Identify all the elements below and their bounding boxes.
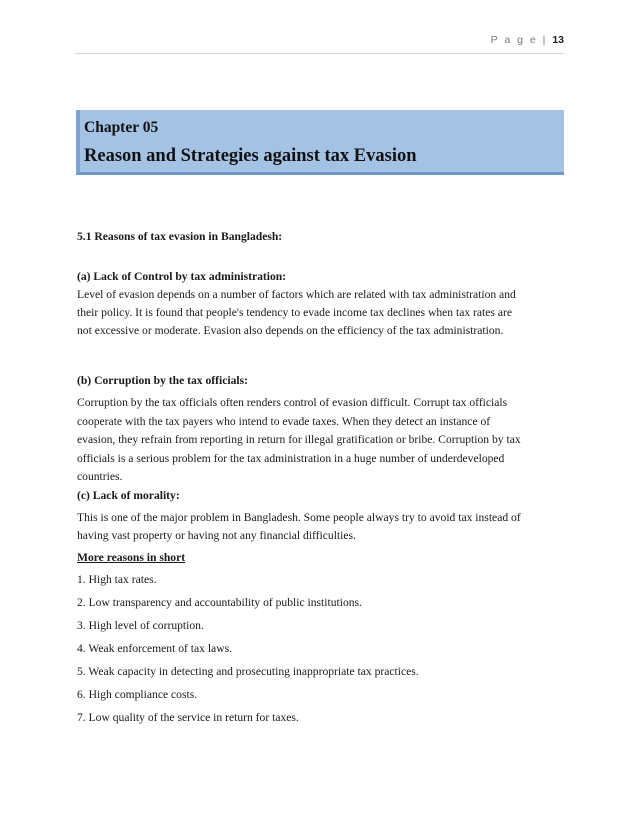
reasons-list xyxy=(77,571,567,732)
chapter-label: Chapter 05 xyxy=(84,119,159,136)
list-item: 2. Low transparency and accountability of public institutions. xyxy=(77,595,362,609)
paragraph-line: evasion, they refrain from reporting in return for illegal gratification or bribe. Corruption by tax xyxy=(77,433,521,446)
list-item: 5. Weak capacity in detecting and prosecuting inappropriate tax practices. xyxy=(77,664,419,678)
paragraph-line: not excessive or moderate. Evasion also depends on the efficiency of the tax administration. xyxy=(77,324,504,337)
subsection-heading-b: (b) Corruption by the tax officials: xyxy=(77,374,248,387)
paragraph-line: countries. xyxy=(77,470,123,483)
document-body xyxy=(77,228,567,732)
section-title: 5.1 Reasons of tax evasion in Bangladesh: xyxy=(77,230,283,243)
paragraph-line: their policy. It is found that people's tendency to evade income tax declines when tax rates are xyxy=(77,306,512,319)
page-label: P a g e | xyxy=(490,34,548,46)
list-item: 3. High level of corruption. xyxy=(77,618,204,632)
paragraph-line: Corruption by the tax officials often renders control of evasion difficult. Corrupt tax officials xyxy=(77,396,508,409)
more-reasons-heading: More reasons in short xyxy=(77,550,186,564)
paragraph-line: This is one of the major problem in Bangladesh. Some people always try to avoid tax instead of xyxy=(77,510,521,524)
list-item: 4. Weak enforcement of tax laws. xyxy=(77,641,232,655)
subsection-heading-a: (a) Lack of Control by tax administration: xyxy=(77,270,287,283)
paragraph-line: having vast property or having not any financial difficulties. xyxy=(77,528,356,542)
list-item: 6. High compliance costs. xyxy=(77,687,198,701)
page-number: 13 xyxy=(552,34,564,46)
header-divider xyxy=(75,53,564,54)
chapter-title: Reason and Strategies against tax Evasion xyxy=(84,146,417,166)
paragraph-line: officials is a serious problem for the tax administration in a huge number of underdeveloped xyxy=(77,451,505,465)
subsection-heading-c: (c) Lack of morality: xyxy=(77,488,180,502)
paragraph-line: Level of evasion depends on a number of factors which are related with tax administration and xyxy=(77,288,516,301)
list-item: 7. Low quality of the service in return for taxes. xyxy=(77,710,299,724)
page-header xyxy=(491,34,564,46)
list-item: 1. High tax rates. xyxy=(77,572,157,586)
paragraph-line: cooperate with the tax payers who intend to evade taxes. When they detect an instance of xyxy=(77,414,491,428)
